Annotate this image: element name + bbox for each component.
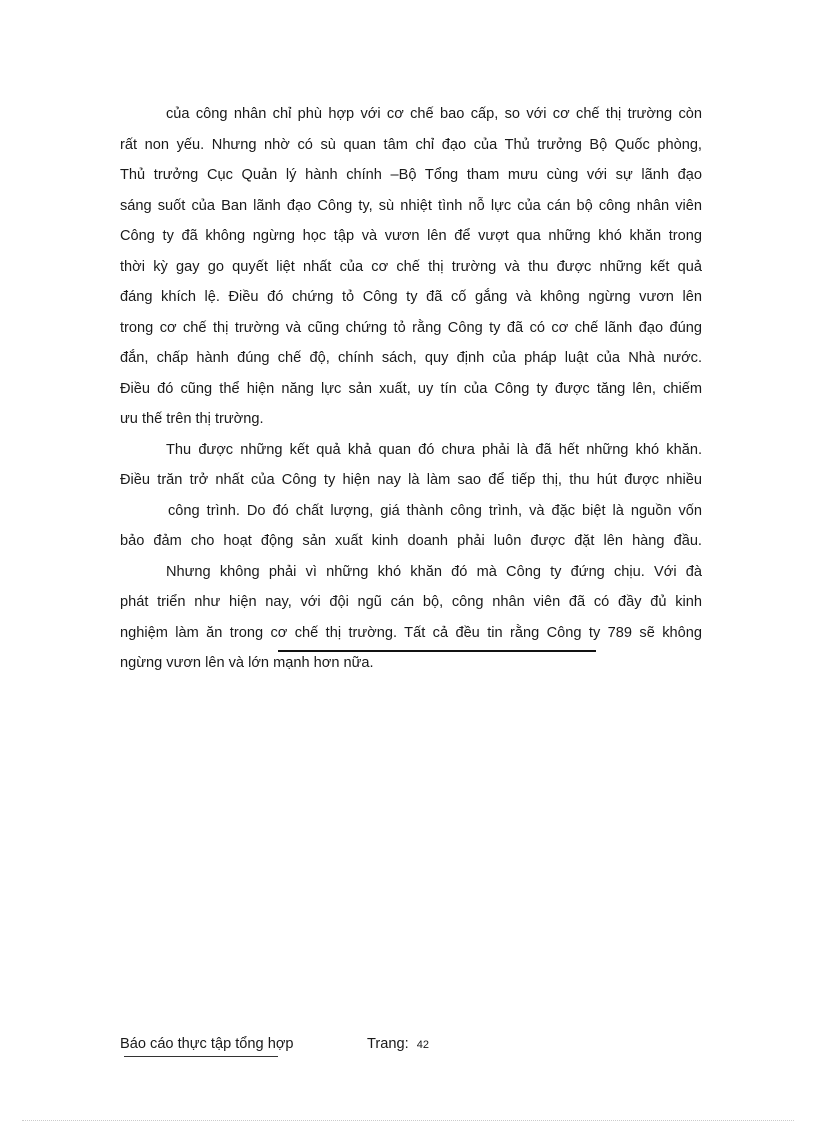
text-line: ngừng vươn lên và lớn mạnh hơn nữa. (120, 655, 374, 671)
text-line: của công nhân chỉ phù hợp với cơ chế bao cấp, so với cơ chế thị trường còn (166, 106, 702, 122)
text-line: Thủ trưởng Cục Quản lý hành chính –Bộ Tổng tham mưu cùng với sự lãnh đạo (120, 167, 702, 183)
text-line: thời kỳ gay go quyết liệt nhất của cơ chế thị trường và thu được những kết quả (120, 258, 702, 275)
text-line: bảo đảm cho hoạt động sản xuất kinh doanh phải luôn được đặt lên hàng đầu. (120, 533, 702, 549)
text-line: đắn, chấp hành đúng chế độ, chính sách, quy định của pháp luật của Nhà nước. (120, 350, 702, 366)
document-body (120, 99, 702, 679)
footer-page-info (367, 1036, 429, 1052)
text-line: Điều trăn trở nhất của Công ty hiện nay là làm sao để tiếp thị, thu hút được nhiều (120, 472, 702, 488)
text-line: ưu thế trên thị trường. (120, 411, 264, 427)
section-divider (278, 650, 596, 652)
page-footer (120, 1036, 620, 1060)
text-line: sáng suốt của Ban lãnh đạo Công ty, sù nhiệt tình nỗ lực của cán bộ công nhân viên (120, 197, 702, 214)
text-line: Công ty đã không ngừng học tập và vươn lên để vượt qua những khó khăn trong (120, 228, 702, 244)
text-line: Nhưng không phải vì những khó khăn đó mà Công ty đứng chịu. Với đà (166, 563, 702, 580)
text-line: nghiệm làm ăn trong cơ chế thị trường. Tất cả đều tin rằng Công ty 789 sẽ không (120, 624, 702, 641)
page-number: 42 (416, 1039, 429, 1051)
text-line: công trình. Do đó chất lượng, giá thành công trình, và đặc biệt là nguồn vốn (168, 502, 702, 519)
text-line: đáng khích lệ. Điều đó chứng tỏ Công ty đã cố gắng và không ngừng vươn lên (120, 289, 702, 305)
text-line: trong cơ chế thị trường và cũng chứng tỏ rằng Công ty đã có cơ chế lãnh đạo đúng (120, 319, 702, 336)
page-label: Trang: (367, 1036, 409, 1052)
footer-underline (124, 1056, 278, 1057)
text-line: Thu được những kết quả khả quan đó chưa phải là đã hết những khó khăn. (166, 441, 702, 458)
page-bottom-edge (22, 1120, 794, 1121)
text-line: Điều đó cũng thể hiện năng lực sản xuất, uy tín của Công ty được tăng lên, chiếm (120, 380, 702, 397)
report-title-text: Báo cáo thực tập tổng hợp (120, 1036, 294, 1052)
text-line: phát triển như hiện nay, với đội ngũ cán bộ, công nhân viên đã có đầy đủ kinh (120, 594, 702, 610)
footer-report-title (120, 1036, 294, 1054)
text-line: rất non yếu. Nhưng nhờ có sù quan tâm chỉ đạo của Thủ trưởng Bộ Quốc phòng, (120, 136, 702, 153)
